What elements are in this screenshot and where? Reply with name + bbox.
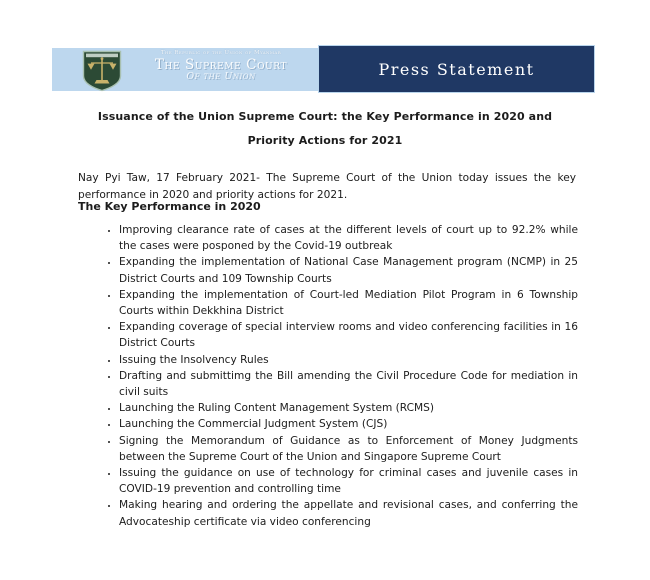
court-subname-label: Of the Union — [186, 70, 256, 82]
bullet-item: • Improving clearance rate of cases at the different levels of court up to 92.2% while the cases were posponed by the Covid-19 outbreak — [119, 222, 578, 254]
intro-paragraph: Nay Pyi Taw, 17 February 2021- The Supreme Court of the Union today issues the key performance in 2020 and priority actions for 2021. — [78, 171, 576, 201]
key-performance-bullet-list — [78, 222, 578, 530]
republic-line-label: The Republic of the Union of Myanmar — [160, 50, 282, 56]
press-statement-label: Press Statement — [378, 59, 535, 79]
header-logo-band — [52, 48, 318, 91]
bullet-item: • Launching the Ruling Content Management System (RCMS) — [119, 400, 578, 416]
court-logo-text — [128, 51, 314, 82]
bullet-item: • Expanding the implementation of Court-led Mediation Pilot Program in 6 Township Courts within Dekkhina District — [119, 287, 578, 319]
bullet-item: • Launching the Commercial Judgment System (CJS) — [119, 416, 578, 432]
bullet-item: • Expanding coverage of special interview rooms and video conferencing facilities in 16 District Courts — [119, 319, 578, 351]
document-title-line2: Priority Actions for 2021 — [247, 134, 403, 147]
bullet-item: • Drafting and submittimg the Bill amending the Civil Procedure Code for mediation in civil suits — [119, 368, 578, 400]
bullet-item: • Expanding the implementation of National Case Management program (NCMP) in 25 District Courts and 109 Township Courts — [119, 254, 578, 286]
press-statement-banner — [318, 45, 595, 93]
bullet-item: • Making hearing and ordering the appellate and revisional cases, and conferring the Advocateship certificate via video conferencing — [119, 497, 578, 529]
section-heading: The Key Performance in 2020 — [78, 200, 261, 213]
bullet-item: • Issuing the guidance on use of technology for criminal cases and juvenile cases in COVID-19 prevention and controlling time — [119, 465, 578, 497]
bullet-item: • Issuing the Insolvency Rules — [119, 352, 578, 368]
document-title-line1: Issuance of the Union Supreme Court: the Key Performance in 2020 and — [97, 110, 553, 123]
bullet-item: • Signing the Memorandum of Guidance as to Enforcement of Money Judgments between the Supreme Court of the Union and Singapore Supreme Court — [119, 433, 578, 465]
court-name-label: The Supreme Court — [154, 56, 288, 73]
supreme-court-crest-icon — [82, 50, 122, 92]
